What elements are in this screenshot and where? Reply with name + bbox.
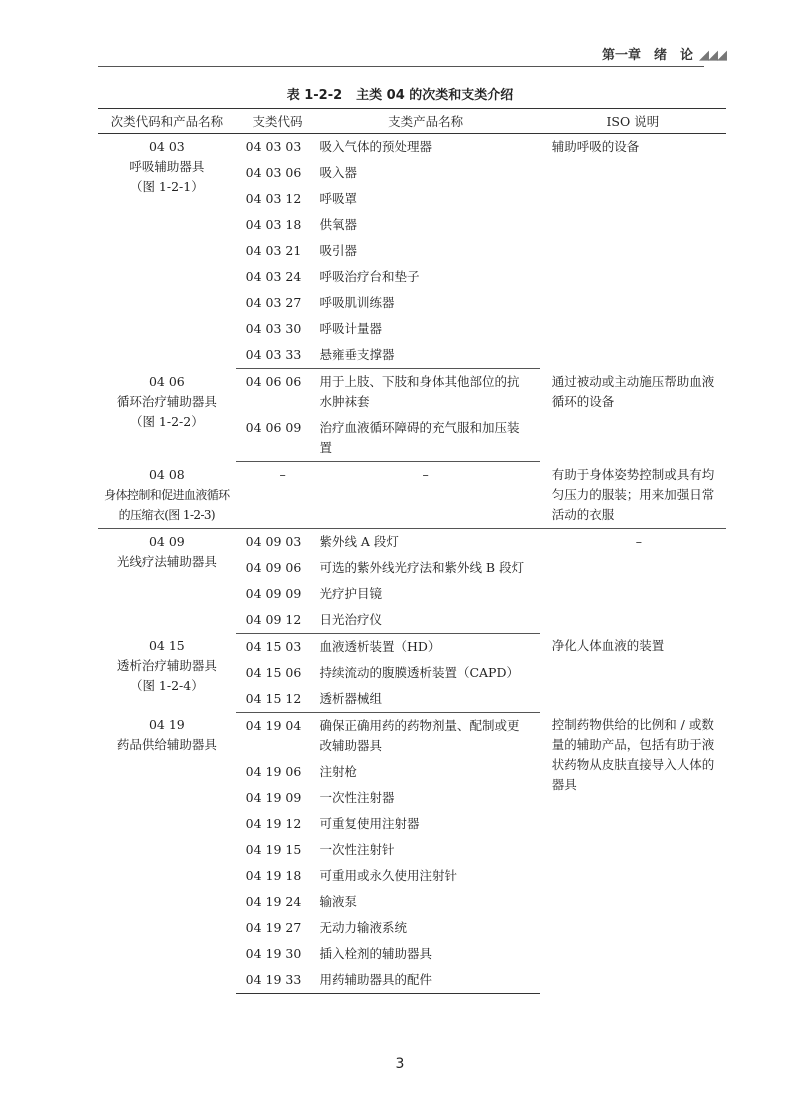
table-body <box>98 134 726 994</box>
subclass-name: 治疗血液循环障碍的充气服和加压装置 <box>319 415 539 462</box>
subclass-name: 插入栓剂的辅助器具 <box>319 945 432 961</box>
subclass-name: 呼吸治疗台和垫子 <box>319 269 420 284</box>
subclass-code: 04 15 12 <box>236 686 320 713</box>
table-number: 表 1-2-2 <box>286 88 343 103</box>
subclass-name: 一次性注射针 <box>319 841 395 857</box>
subclass-name: 吸引器 <box>319 243 357 258</box>
category-name: 身体控制和促进血液循环的压缩衣(图 1-2-3) <box>104 487 230 522</box>
subclass-code: 04 03 06 <box>245 165 302 180</box>
subclass-code: 04 19 12 <box>245 815 302 831</box>
subclass-name: 一次性注射器 <box>319 789 395 805</box>
subclass-code: – <box>236 462 320 529</box>
subclass-code: 04 03 30 <box>245 321 302 336</box>
subclass-code: 04 06 06 <box>245 374 302 389</box>
subclass-name: 供氧器 <box>319 217 357 232</box>
subclass-name: 可重用或永久使用注射针 <box>319 867 457 883</box>
subclass-code: 04 19 06 <box>245 763 302 779</box>
category-cell <box>98 462 236 529</box>
subclass-code: 04 19 24 <box>245 893 302 909</box>
category-code: 04 09 <box>148 533 185 549</box>
subclass-code: 04 09 03 <box>245 533 302 549</box>
iso-description: 通过被动或主动施压帮助血液循环的设备 <box>551 373 715 409</box>
subclass-code: 04 03 24 <box>245 269 302 284</box>
category-name: 呼吸辅助器具 <box>129 159 205 174</box>
column-header: ISO 说明 <box>540 109 726 134</box>
table-title: 主类 04 的次类和支类介绍 <box>356 88 514 103</box>
category-code: 04 06 <box>148 373 185 389</box>
subclass-code: 04 09 12 <box>236 607 320 634</box>
subclass-code: 04 19 30 <box>245 945 302 961</box>
iso-description: 有助于身体姿势控制或具有均匀压力的服装；用来加强日常活动的衣服 <box>540 462 726 529</box>
category-name: 药品供给辅助器具 <box>116 737 217 752</box>
subclass-code: 04 03 12 <box>245 191 302 206</box>
iso-description: 控制药物供给的比例和 / 或数量的辅助产品，包括有助于液状药物从皮肤直接导入人体的器具 <box>551 717 715 792</box>
page-number: 3 <box>395 1056 405 1072</box>
table-row <box>98 712 726 759</box>
category-cell <box>98 633 236 712</box>
table-row <box>98 462 726 529</box>
subclass-code: 04 19 27 <box>245 919 302 935</box>
subclass-name: 注射枪 <box>319 763 357 779</box>
table-row <box>98 369 726 416</box>
subclass-code: 04 03 33 <box>236 342 320 369</box>
iso-description: 辅助呼吸的设备 <box>551 139 640 154</box>
subclass-name: 血液透析装置（HD） <box>319 638 441 654</box>
subclass-code: 04 03 27 <box>245 295 302 310</box>
category-cell <box>98 369 236 462</box>
chapter-header <box>602 44 726 63</box>
subclass-name: 悬雍垂支撑器 <box>319 342 539 369</box>
subclass-name: 日光治疗仪 <box>319 607 539 634</box>
category-code: 04 03 <box>148 139 185 154</box>
subclass-code: 04 19 33 <box>236 967 320 994</box>
table-caption <box>0 84 800 103</box>
subclass-name: 光疗护目镜 <box>319 585 382 601</box>
subclass-name: 无动力输液系统 <box>319 919 407 935</box>
subclass-code: 04 09 06 <box>245 559 302 575</box>
table-row <box>98 633 726 660</box>
subclass-code: 04 03 03 <box>245 139 302 154</box>
subclass-code: 04 15 06 <box>245 664 302 680</box>
table-row <box>98 134 726 161</box>
subclass-name: 可选的紫外线光疗法和紫外线 B 段灯 <box>319 559 525 575</box>
category-name: 透析治疗辅助器具 <box>116 658 217 673</box>
category-figure: （图 1-2-1） <box>129 179 204 194</box>
subclass-name: 可重复使用注射器 <box>319 815 420 831</box>
subclass-code: 04 03 18 <box>245 217 302 232</box>
category-code: 04 08 <box>148 466 185 482</box>
subclass-name: 确保正确用药的药物剂量、配制或更改辅助器具 <box>319 717 520 753</box>
subclass-name: 吸入器 <box>319 165 357 180</box>
subclass-code: 04 15 03 <box>245 638 302 654</box>
category-cell <box>98 712 236 993</box>
table-header-row <box>98 109 726 134</box>
subclass-code: 04 19 15 <box>245 841 302 857</box>
category-figure: （图 1-2-2） <box>129 413 204 429</box>
chapter-title: 第一章 绪 论 <box>601 48 693 63</box>
subclass-code: 04 19 04 <box>245 717 302 733</box>
subclass-code: 04 03 21 <box>245 243 302 258</box>
subclass-name: 用药辅助器具的配件 <box>319 967 539 994</box>
iso-description: 净化人体血液的装置 <box>551 638 665 653</box>
subclass-name: – <box>319 462 539 529</box>
column-header: 次类代码和产品名称 <box>98 109 236 134</box>
subclass-name: 用于上肢、下肢和身体其他部位的抗水肿袜套 <box>319 374 520 409</box>
table-row <box>98 528 726 555</box>
subclass-name: 输液泵 <box>319 893 357 909</box>
subclass-name: 呼吸罩 <box>319 191 357 206</box>
category-name: 光线疗法辅助器具 <box>116 553 217 569</box>
category-code: 04 19 <box>148 717 185 732</box>
subclass-name: 透析器械组 <box>319 686 539 713</box>
subclass-name: 呼吸肌训练器 <box>319 295 395 310</box>
subclass-name: 持续流动的腹膜透析装置（CAPD） <box>319 664 519 680</box>
header-rule <box>98 66 704 67</box>
subclass-code: 04 19 09 <box>245 789 302 805</box>
iso-description: – <box>635 533 642 549</box>
category-code: 04 15 <box>148 638 185 653</box>
subclass-name: 呼吸计量器 <box>319 321 382 336</box>
subclass-code: 04 09 09 <box>245 585 302 601</box>
subclass-name: 紫外线 A 段灯 <box>319 533 399 549</box>
triangle-ornament-icon: ◢◢◢ <box>699 48 726 63</box>
category-figure: （图 1-2-4） <box>129 678 204 693</box>
column-header: 支类代码 <box>236 109 320 134</box>
subclass-name: 吸入气体的预处理器 <box>319 139 432 154</box>
product-table <box>98 108 726 994</box>
category-cell <box>98 134 236 369</box>
category-cell <box>98 528 236 633</box>
column-header: 支类产品名称 <box>319 109 539 134</box>
subclass-code: 04 19 18 <box>245 867 302 883</box>
category-name: 循环治疗辅助器具 <box>116 393 217 409</box>
subclass-code: 04 06 09 <box>236 415 320 462</box>
